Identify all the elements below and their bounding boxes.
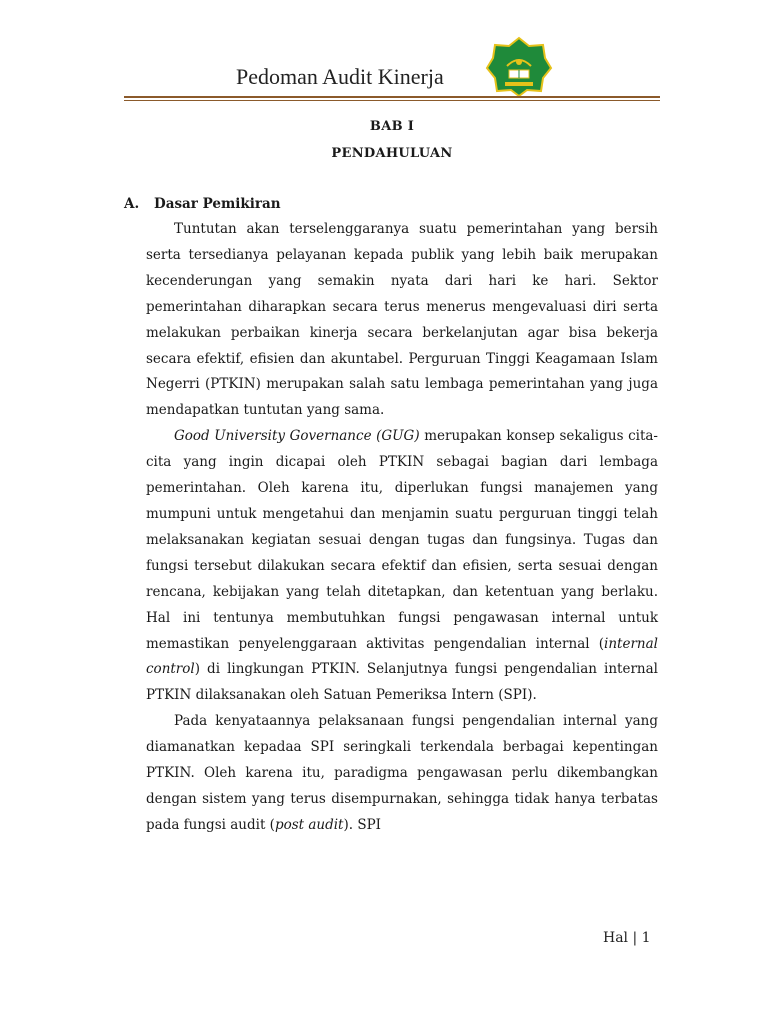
section-heading	[124, 196, 281, 212]
header-rule	[124, 96, 660, 101]
internal-control-term: internal control	[146, 635, 658, 678]
body-text	[146, 217, 658, 839]
chapter-title: PENDAHULUAN	[331, 146, 453, 161]
paragraph-1: Tuntutan akan terselenggaranya suatu pemerintahan yang bersih serta tersedianya pelayanan kepada publik yang lebih baik merupakan kecenderungan yang semakin nyata dari hari ke hari. Sektor pemerintahan diharapkan secara terus menerus mengevaluasi diri serta melakukan perbaikan kinerja secara berkelanjutan agar bisa bekerja secara efektif, efisien dan akuntabel. Perguruan Tinggi Keagamaan Islam Negerri (PTKIN) merupakan salah satu lembaga pemerintahan yang juga mendapatkan tuntutan yang sama.	[146, 221, 658, 419]
chapter-number: BAB I	[369, 119, 415, 134]
header-title: Pedoman Audit Kinerja	[236, 64, 444, 89]
ministry-emblem-icon	[485, 36, 553, 96]
gug-term: Good University Governance (GUG)	[174, 428, 420, 445]
page-number: Hal | 1	[603, 930, 651, 946]
section-letter: A.	[124, 196, 140, 212]
post-audit-term: post audit	[274, 816, 344, 833]
paragraph-2: Good University Governance (GUG) merupakan konsep sekaligus cita-cita yang ingin dicapai oleh PTKIN sebagai bagian dari lembaga pemerintahan. Oleh karena itu, diperlukan fungsi manajemen yang mumpuni untuk mengetahui dan menjamin suatu perguruan tinggi telah melaksanakan kegiatan sesuai dengan tugas dan fungsinya. Tugas dan fungsi tersebut dilakukan secara efektif dan efisien, serta sesuai dengan rencana, kebijakan yang telah ditetapkan, dan ketentuan yang berlaku. Hal ini tentunya membutuhkan fungsi pengawasan internal untuk memastikan penyelenggaraan aktivitas pengendalian internal (internal control) di lingkungan PTKIN. Selanjutnya fungsi pengendalian internal PTKIN dilaksanakan oleh Satuan Pemeriksa Intern (SPI).	[146, 428, 658, 704]
section-title: Dasar Pemikiran	[154, 196, 281, 212]
paragraph-3: Pada kenyataannya pelaksanaan fungsi pengendalian internal yang diamanatkan kepadaa SPI seringkali terkendala berbagai kepentingan PTKIN. Oleh karena itu, paradigma pengawasan perlu dikembangkan dengan sistem yang terus disempurnakan, sehingga tidak hanya terbatas pada fungsi audit (post audit). SPI	[146, 713, 658, 833]
